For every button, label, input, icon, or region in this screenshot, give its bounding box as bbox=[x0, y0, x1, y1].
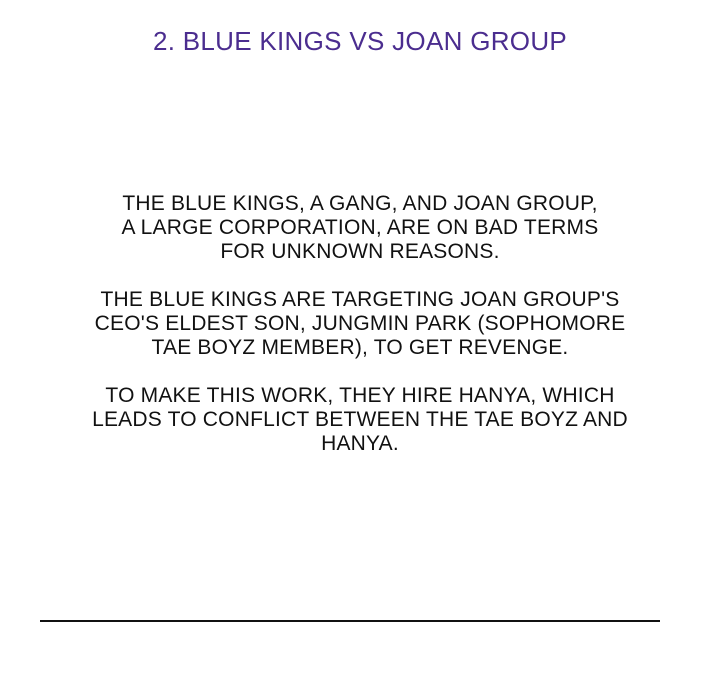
paragraph-line: THE BLUE KINGS ARE TARGETING JOAN GROUP'S bbox=[100, 288, 620, 311]
paragraph-line: LEADS TO CONFLICT BETWEEN THE TAE BOYZ AND bbox=[92, 408, 628, 431]
paragraph-line: TO MAKE THIS WORK, THEY HIRE HANYA, WHICH bbox=[105, 384, 615, 407]
paragraph-line: TAE BOYZ MEMBER), TO GET REVENGE. bbox=[151, 336, 569, 359]
divider bbox=[40, 620, 660, 622]
paragraph-line: CEO'S ELDEST SON, JUNGMIN PARK (SOPHOMORE bbox=[94, 312, 626, 335]
paragraph-1 bbox=[40, 192, 680, 264]
paragraph-line: THE BLUE KINGS, A GANG, AND JOAN GROUP, bbox=[122, 192, 598, 215]
page-title: 2. BLUE KINGS VS JOAN GROUP bbox=[152, 26, 568, 56]
paragraph-line: HANYA. bbox=[321, 432, 399, 455]
body-text bbox=[40, 192, 680, 480]
paragraph-2 bbox=[40, 288, 680, 360]
paragraph-line: FOR UNKNOWN REASONS. bbox=[220, 240, 500, 263]
paragraph-3 bbox=[40, 384, 680, 456]
paragraph-line: A LARGE CORPORATION, ARE ON BAD TERMS bbox=[121, 216, 599, 239]
